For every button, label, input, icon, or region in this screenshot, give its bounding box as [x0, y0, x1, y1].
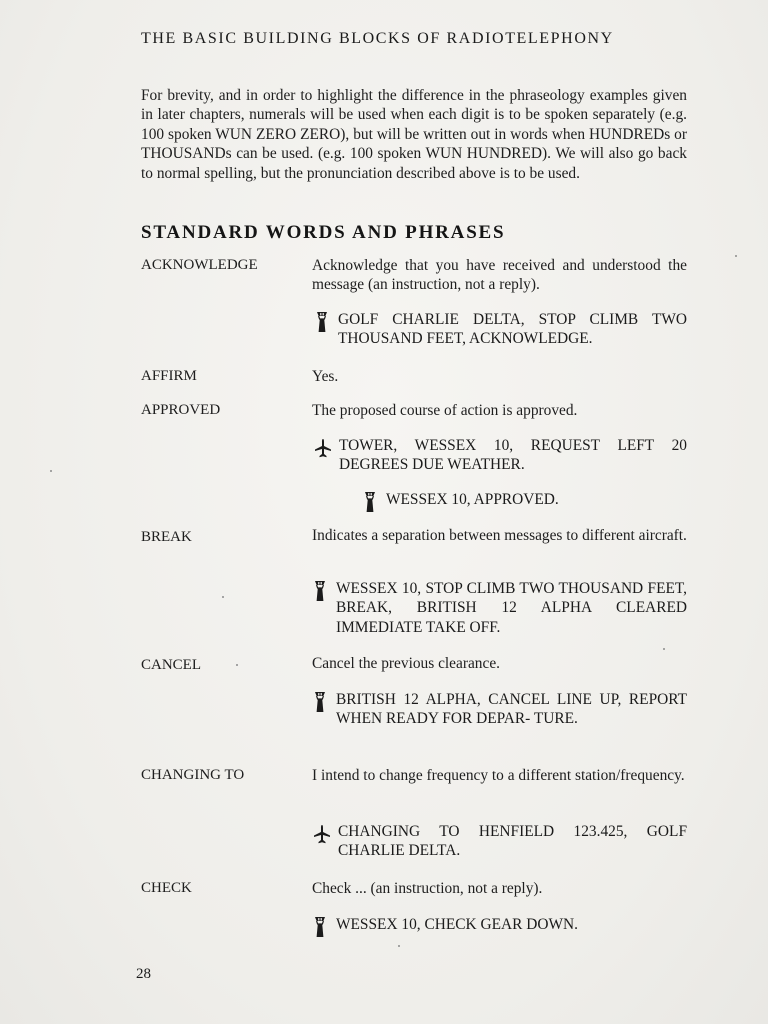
example-text: TOWER, WESSEX 10, REQUEST LEFT 20 DEGREES DUE WEATHER.: [339, 437, 687, 474]
scan-speck: [663, 648, 665, 650]
page-number: 28: [136, 966, 151, 982]
example-check-1: [310, 915, 687, 934]
control-tower-icon: [312, 311, 332, 333]
control-tower-icon: [310, 691, 330, 713]
term-cancel: CANCEL: [141, 657, 201, 673]
example-acknowledge-1: [312, 310, 687, 349]
scan-speck: [222, 596, 224, 598]
control-tower-icon: [310, 916, 330, 938]
term-affirm: AFFIRM: [141, 368, 197, 384]
definition-cancel: Cancel the previous clearance.: [312, 655, 501, 672]
control-tower-icon: [310, 580, 330, 602]
control-tower-icon: [360, 491, 380, 513]
scan-speck: [50, 470, 52, 472]
definition-affirm: Yes.: [312, 368, 339, 385]
term-check: CHECK: [141, 880, 192, 896]
example-text: WESSEX 10, CHECK GEAR DOWN.: [336, 916, 578, 933]
term-approved: APPROVED: [141, 402, 221, 418]
example-approved-2: [360, 490, 686, 509]
example-text: WESSEX 10, STOP CLIMB TWO THOUSAND FEET, BREAK, BRITISH 12 ALPHA CLEARED IMMEDIATE TAKE OFF.: [336, 580, 687, 636]
term-changing-to: CHANGING TO: [141, 767, 245, 783]
definition-approved: The proposed course of action is approved.: [312, 402, 578, 419]
scan-speck: [236, 664, 238, 666]
definition-break: Indicates a separation between messages to different aircraft.: [312, 527, 687, 544]
term-break: BREAK: [141, 529, 192, 545]
example-break-1: [310, 579, 687, 637]
example-changing-to-1: [312, 822, 687, 861]
running-head: THE BASIC BUILDING BLOCKS OF RADIOTELEPHONY: [141, 30, 614, 47]
example-approved-1: [313, 436, 687, 475]
aircraft-icon: [312, 823, 332, 845]
intro-paragraph: For brevity, and in order to highlight the difference in the phraseology examples given in later chapters, numerals will be used when each digit is to be spoken separately (e.g. 100 spoken WUN ZERO ZERO), but will be written out in words when HUNDREDs or THOUSANDs can be used. (e.g. 100 spoken WUN HUNDRED). We will also go back to normal spelling, but the pronunciation described above is to be used.: [141, 87, 687, 182]
example-text: GOLF CHARLIE DELTA, STOP CLIMB TWO THOUSAND FEET, ACKNOWLEDGE.: [338, 311, 687, 348]
example-text: BRITISH 12 ALPHA, CANCEL LINE UP, REPORT WHEN READY FOR DEPAR- TURE.: [336, 691, 687, 728]
definition-changing-to: I intend to change frequency to a different station/frequency.: [312, 767, 685, 784]
example-text: WESSEX 10, APPROVED.: [386, 491, 559, 508]
example-cancel-1: [310, 690, 687, 729]
scan-speck: [735, 255, 737, 257]
section-title: STANDARD WORDS AND PHRASES: [141, 222, 506, 243]
scan-speck: [398, 945, 400, 947]
definition-check: Check ... (an instruction, not a reply).: [312, 880, 543, 897]
term-acknowledge: ACKNOWLEDGE: [141, 257, 258, 273]
aircraft-icon: [313, 437, 333, 459]
definition-acknowledge: Acknowledge that you have received and understood the message (an instruction, not a reply).: [312, 257, 687, 294]
example-text: CHANGING TO HENFIELD 123.425, GOLF CHARLIE DELTA.: [338, 823, 687, 860]
